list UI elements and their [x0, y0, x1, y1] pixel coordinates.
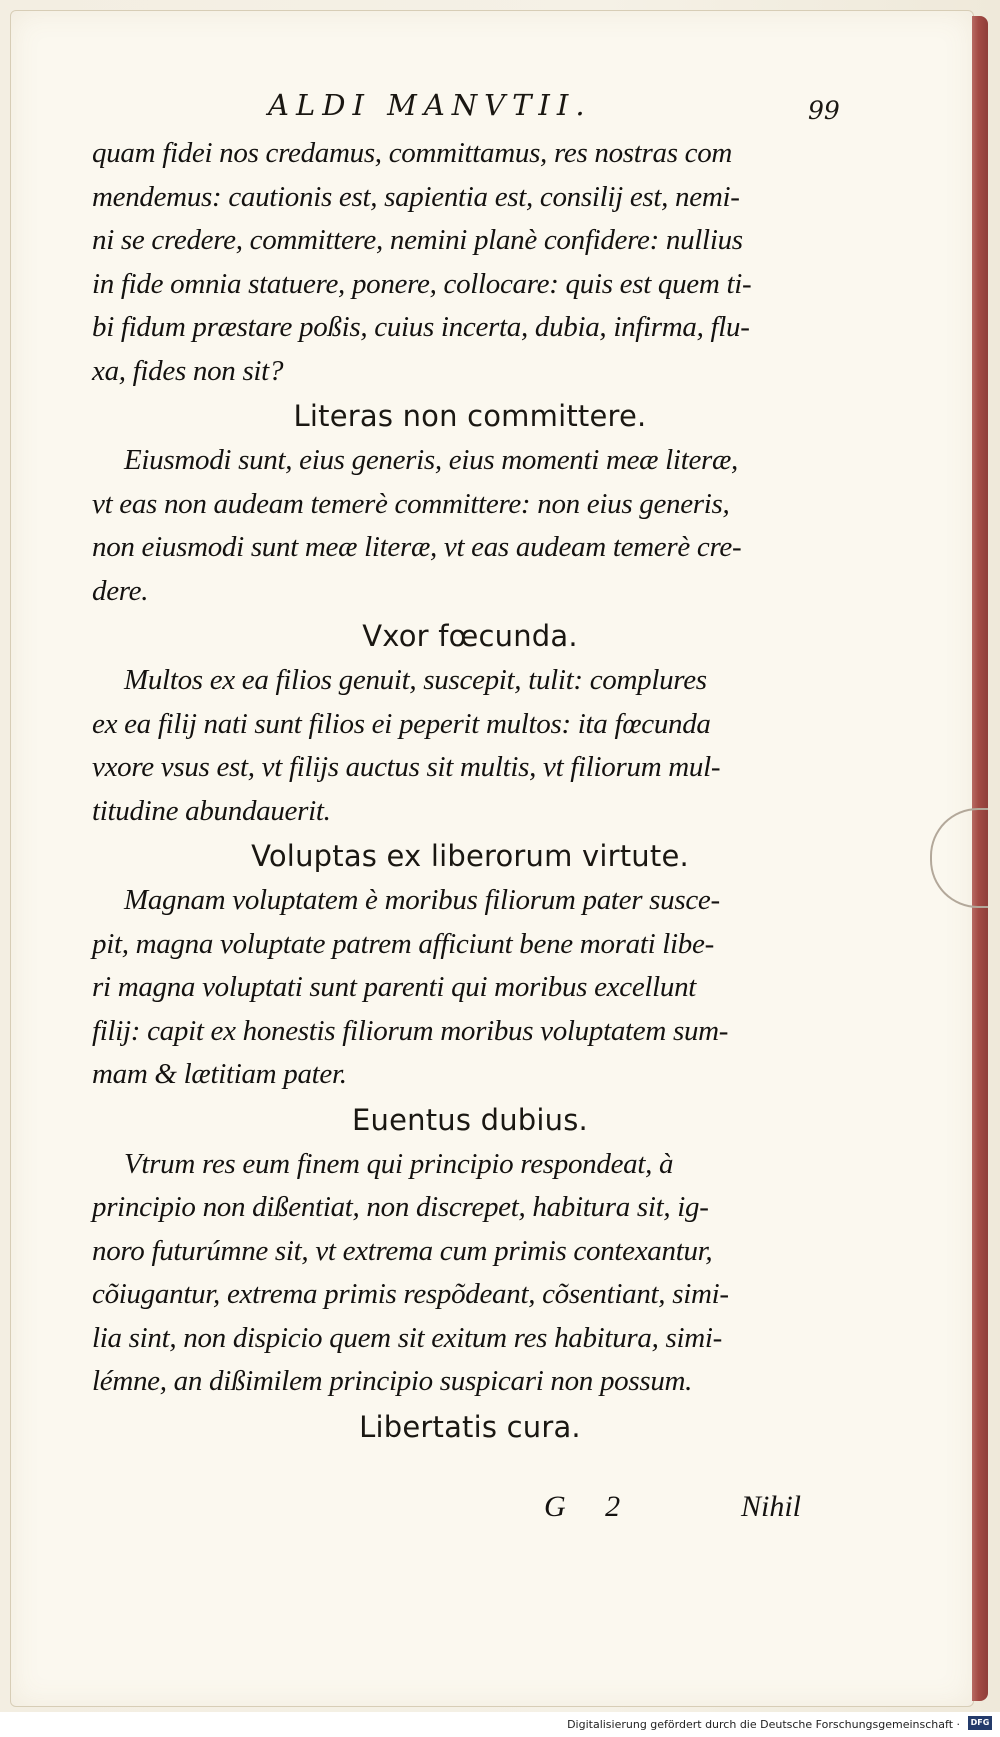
signature-mark: G 2	[544, 1490, 637, 1523]
text-line: mendemus: cautionis est, sapientia est, consilij est, nemi-	[92, 180, 740, 213]
section-heading: Euentus dubius.	[352, 1102, 588, 1137]
footer-credit: Digitalisierung gefördert durch die Deutsche Forschungsgemeinschaft ·	[567, 1718, 960, 1731]
paragraph	[92, 879, 848, 1097]
running-head: ALDI MANVTII.	[268, 88, 592, 122]
text-line: ni se credere, committere, nemini planè confidere: nullius	[92, 224, 743, 256]
text-line: mam & lætitiam pater.	[92, 1058, 347, 1090]
page-number: 99	[808, 96, 840, 125]
page-foot	[0, 1490, 1000, 1530]
text-line: ex ea filij nati sunt filios ei peperit multos: ita fœcunda	[92, 707, 711, 740]
text-line: xa, fides non sit?	[92, 354, 284, 387]
body-text	[92, 132, 848, 1450]
text-line: cõiugantur, extrema primis respõdeant, cõsentiant, simi-	[92, 1278, 729, 1310]
text-line: lia sint, non dispicio quem sit exitum res habitura, simi-	[92, 1321, 722, 1354]
section-heading: Voluptas ex liberorum virtute.	[251, 839, 689, 873]
digitization-footer	[0, 1712, 1000, 1737]
text-line: ri magna voluptati sunt parenti qui moribus excellunt	[92, 971, 697, 1003]
text-line: filij: capit ex honestis filiorum moribus voluptatem sum-	[92, 1014, 729, 1047]
text-line: Vtrum res eum finem qui principio respondeat, à	[124, 1147, 674, 1180]
section-heading: Literas non committere.	[293, 399, 647, 433]
text-line: Magnam voluptatem è moribus filiorum pater susce-	[124, 884, 720, 916]
text-line: Eiusmodi sunt, eius generis, eius momenti meæ literæ,	[124, 444, 739, 476]
section-heading: Vxor fœcunda.	[362, 619, 578, 653]
text-line: principio non dißentiat, non discrepet, habitura sit, ig-	[92, 1191, 709, 1223]
paragraph	[92, 1143, 848, 1404]
text-line: pit, magna voluptate patrem afficiunt bene morati libe-	[92, 927, 714, 960]
text-line: titudine abundauerit.	[92, 794, 331, 827]
text-line: lémne, an dißimilem principio suspicari non possum.	[92, 1365, 693, 1397]
text-line: quam fidei nos credamus, committamus, res nostras com	[92, 137, 733, 169]
text-line: dere.	[92, 574, 149, 607]
paragraph	[92, 659, 848, 833]
text-line: vxore vsus est, vt filijs auctus sit multis, vt filiorum mul-	[92, 751, 721, 783]
text-line: vt eas non audeam temerè committere: non eius generis,	[92, 487, 730, 520]
dfg-logo-icon: DFG	[968, 1716, 992, 1730]
text-line: bi fidum præstare poßis, cuius incerta, dubia, infirma, flu-	[92, 311, 750, 343]
text-line: in fide omnia statuere, ponere, collocare: quis est quem ti-	[92, 267, 752, 300]
section-heading: Libertatis cura.	[359, 1409, 581, 1444]
text-line: Multos ex ea filios genuit, suscepit, tulit: complures	[124, 664, 707, 696]
paragraph	[92, 439, 848, 613]
catchword: Nihil	[741, 1490, 802, 1523]
text-line: non eiusmodi sunt meæ literæ, vt eas audeam temerè cre-	[92, 531, 742, 563]
page-header	[0, 88, 1000, 128]
text-line: noro futurúmne sit, vt extrema cum primis contexantur,	[92, 1234, 713, 1267]
paragraph	[92, 132, 848, 393]
